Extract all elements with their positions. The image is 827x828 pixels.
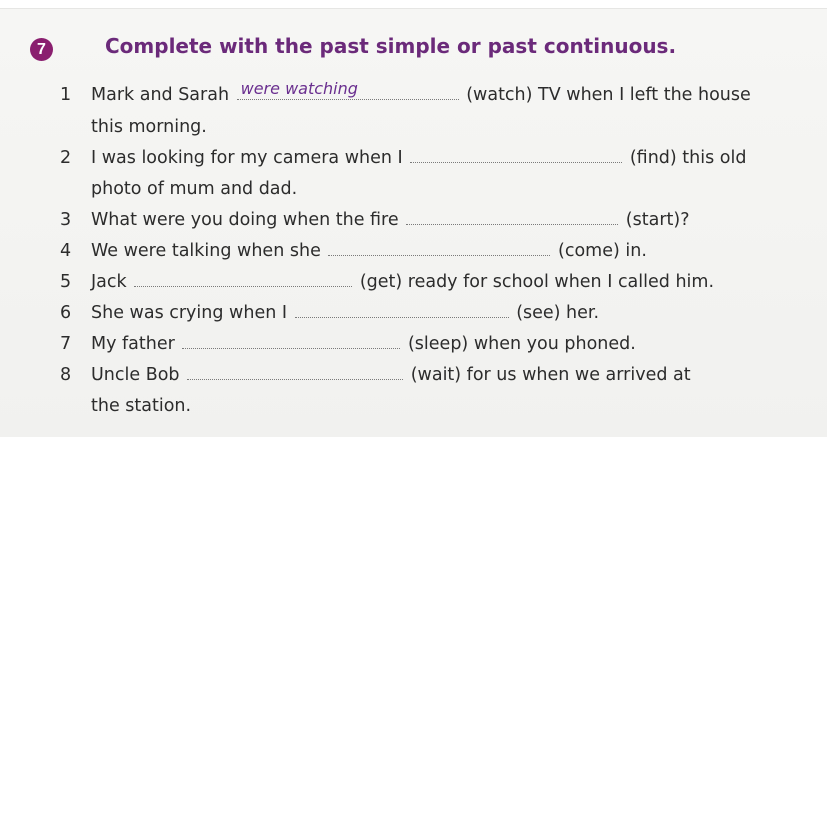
item-line <box>91 272 714 292</box>
item-line <box>91 303 599 323</box>
answer-blank[interactable] <box>187 365 403 380</box>
item-continuation: the station. <box>91 396 192 416</box>
item-text: (watch) TV when I left the house <box>466 85 751 105</box>
item-text: Mark and Sarah <box>91 85 230 105</box>
item-continuation: this morning. <box>91 117 207 137</box>
item-number: 4 <box>60 241 72 261</box>
item-text: What were you doing when the fire <box>91 210 399 230</box>
item-text: Jack <box>91 272 127 292</box>
answer-blank[interactable] <box>237 79 459 100</box>
exercise-header <box>30 34 677 61</box>
answer-blank[interactable] <box>328 241 550 256</box>
item-number: 5 <box>60 272 72 292</box>
item-text: (find) this old <box>629 148 747 168</box>
item-text: My father <box>91 334 175 354</box>
item-text: She was crying when I <box>91 303 288 323</box>
item-line <box>91 365 691 385</box>
item-number: 1 <box>60 85 72 105</box>
answer-blank[interactable] <box>410 148 622 163</box>
item-line <box>91 148 746 168</box>
item-number: 7 <box>60 334 72 354</box>
answer-blank[interactable] <box>134 272 352 287</box>
answer-blank[interactable] <box>295 303 509 318</box>
item-text: (see) her. <box>516 303 600 323</box>
item-number: 2 <box>60 148 72 168</box>
exercise-title: Complete with the past simple or past continuous. <box>105 34 677 58</box>
answer-blank[interactable] <box>182 334 400 349</box>
item-text: (sleep) when you phoned. <box>407 334 636 354</box>
item-line <box>91 210 690 230</box>
item-number: 6 <box>60 303 72 323</box>
item-text: We were talking when she <box>91 241 321 261</box>
item-text: I was looking for my camera when I <box>91 148 403 168</box>
item-text: (start)? <box>625 210 690 230</box>
item-text: (get) ready for school when I called him. <box>359 272 715 292</box>
item-text: (come) in. <box>558 241 647 261</box>
item-text: Uncle Bob <box>91 365 180 385</box>
item-line <box>91 241 647 261</box>
item-text: (wait) for us when we arrived at <box>410 365 691 385</box>
answer-blank[interactable] <box>406 210 618 225</box>
item-line <box>91 79 751 105</box>
item-line <box>91 334 636 354</box>
handwritten-answer: were watching <box>240 79 358 98</box>
item-continuation: photo of mum and dad. <box>91 179 298 199</box>
exercise-number-badge: 7 <box>30 38 53 61</box>
item-number: 3 <box>60 210 72 230</box>
item-number: 8 <box>60 365 72 385</box>
